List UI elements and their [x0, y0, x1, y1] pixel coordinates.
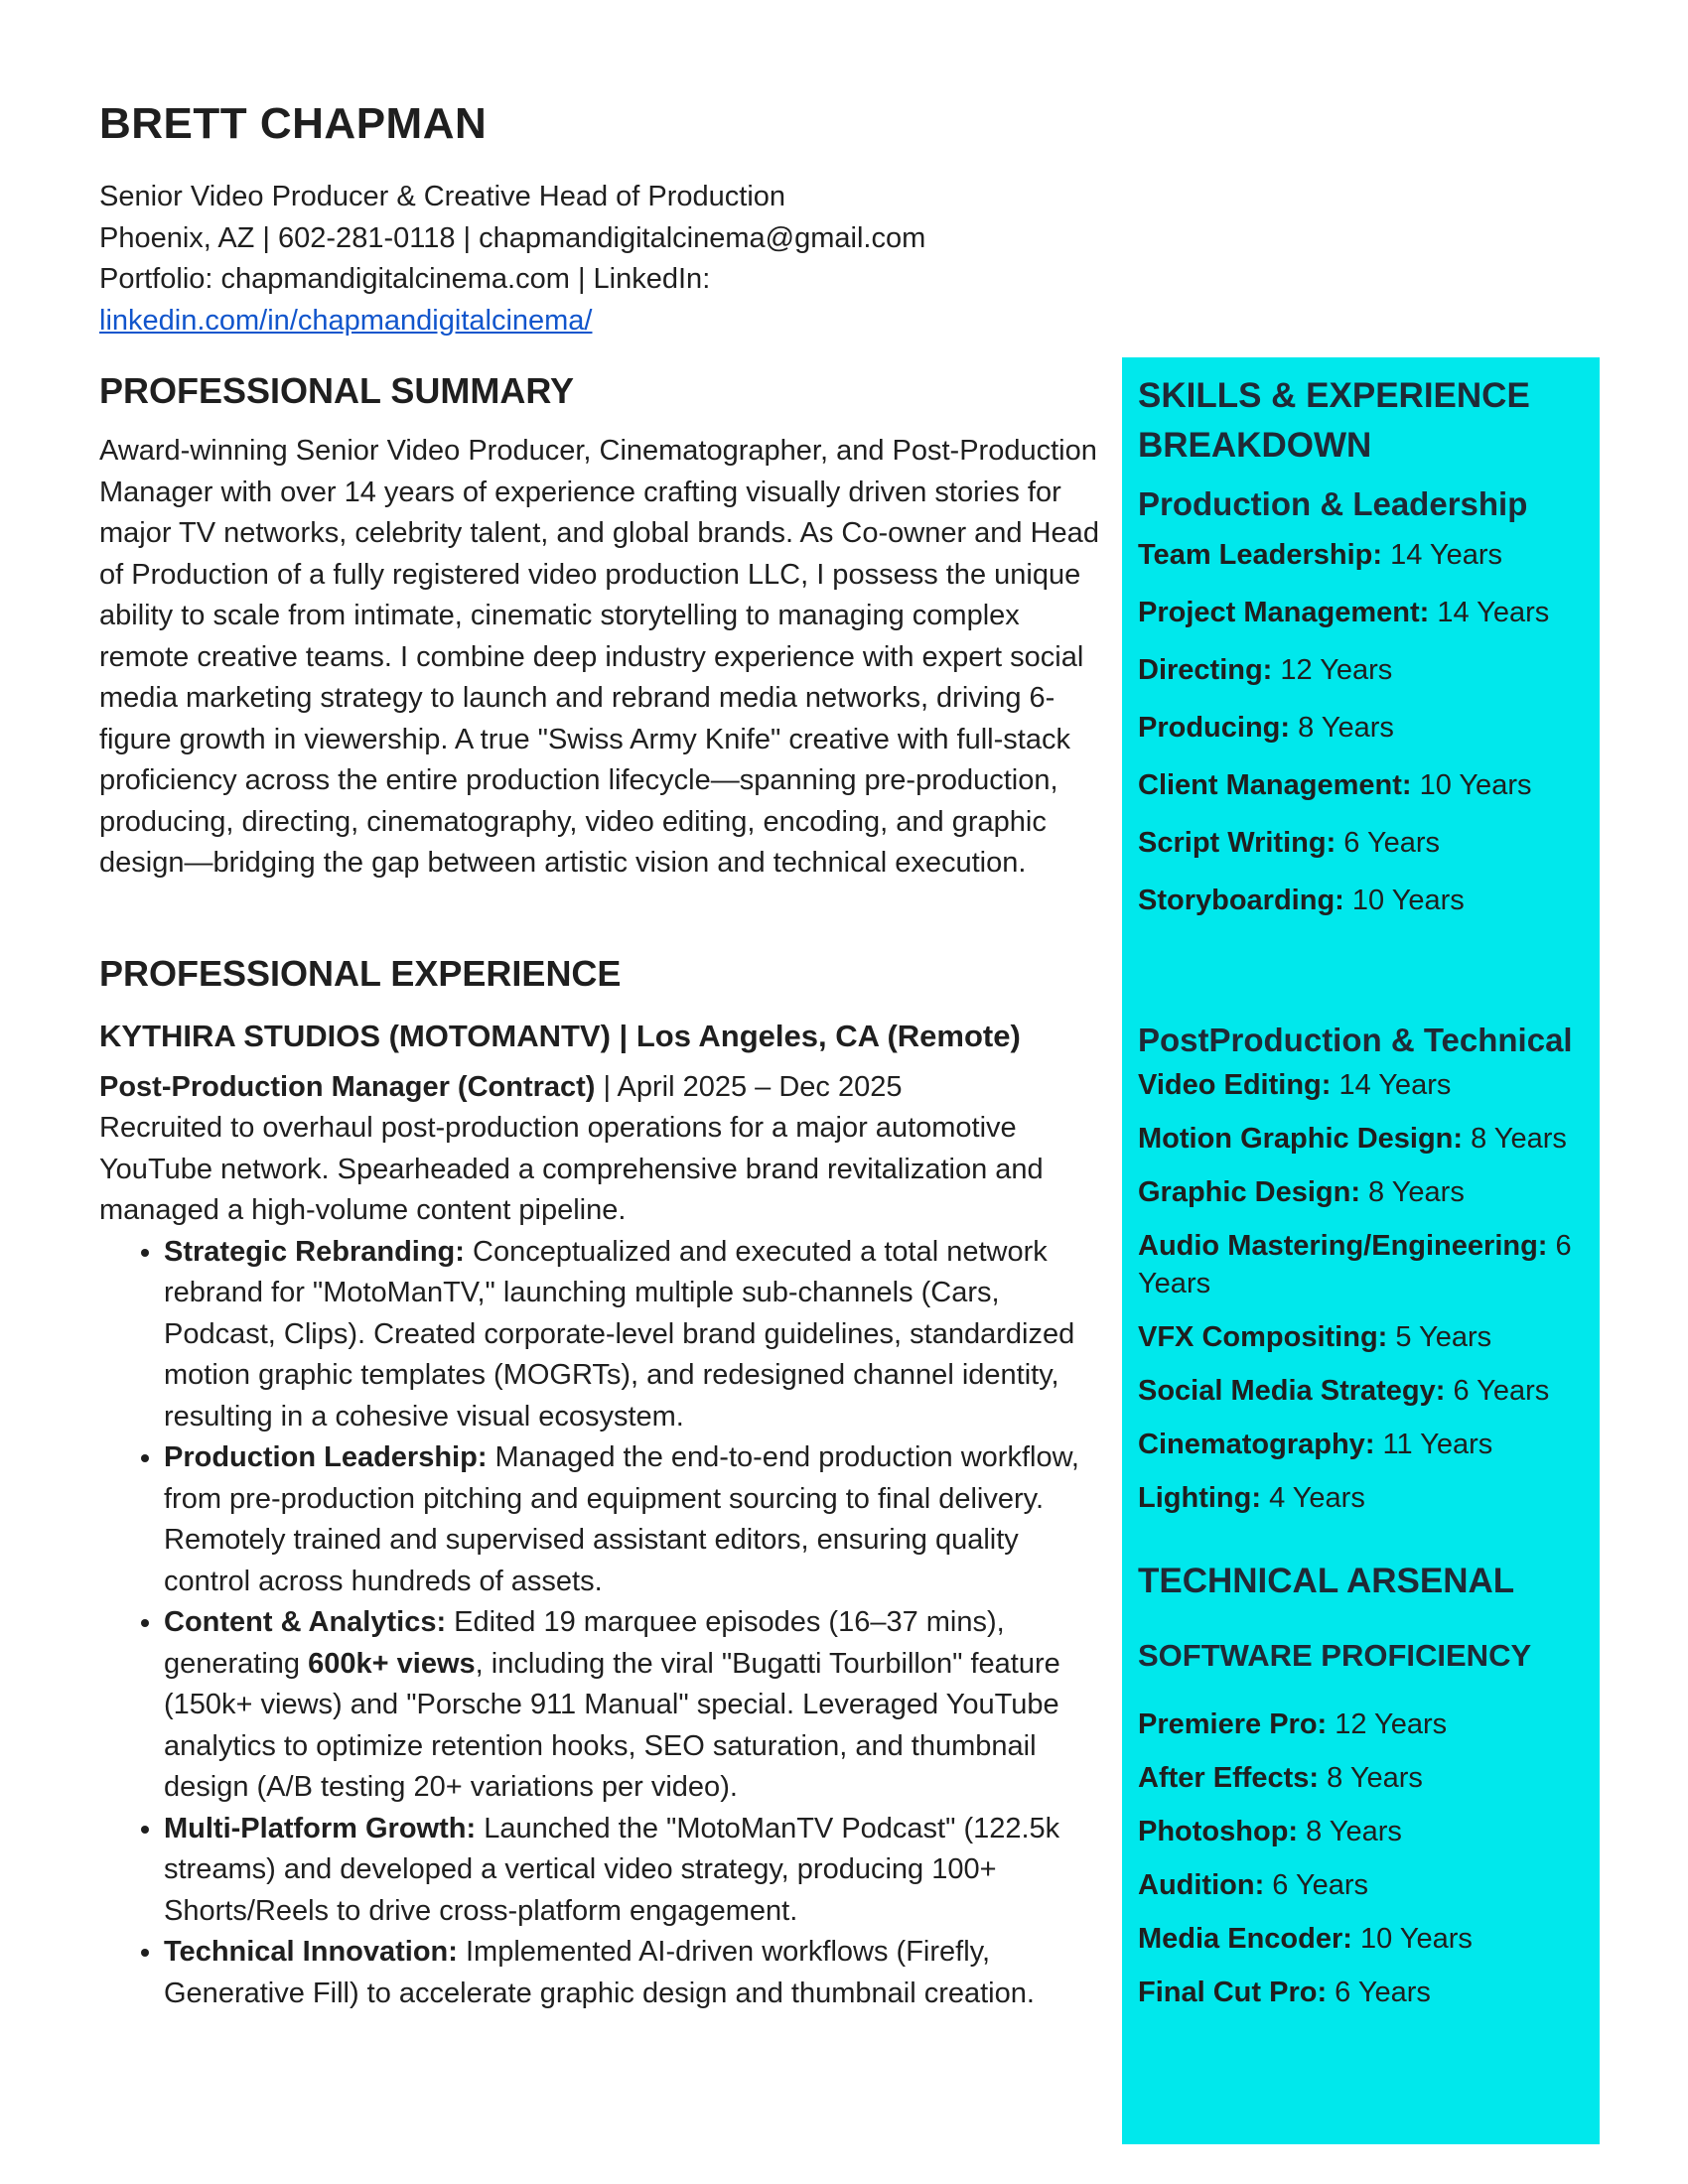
skill-label: Client Management:	[1138, 769, 1412, 801]
list-item	[164, 1932, 1112, 2014]
achievement-list	[99, 1232, 1112, 2015]
bullet-text: Implemented AI-driven workflows (Firefly, Generative Fill) to accelerate graphic design and thumbnail creation.	[164, 1936, 1035, 2009]
software-years: 6 Years	[1327, 1977, 1431, 2008]
main-column	[99, 369, 1112, 2014]
skill-item	[1138, 882, 1584, 919]
role-description: Recruited to overhaul post-production operations for a major automotive YouTube network. Spearheaded a comprehensive brand revitalization and managed a high-volume content pipeline.	[99, 1112, 1044, 1226]
skill-item	[1138, 1066, 1584, 1104]
skill-years: 14 Years	[1382, 539, 1502, 571]
software-label: Final Cut Pro:	[1138, 1977, 1328, 2008]
software-years: 8 Years	[1298, 1816, 1402, 1847]
skill-label: VFX Compositing:	[1138, 1321, 1388, 1353]
software-label: Premiere Pro:	[1138, 1708, 1328, 1740]
bullet-text: , including the viral "Bugatti Tourbillon" feature (150k+ views) and "Porsche 911 Manual" special. Leveraged YouTube analytics to optimize retention hooks, SEO saturation, and thumbnail design (A/B testing 20+ variations per video).	[164, 1647, 1060, 1803]
software-years: 6 Years	[1264, 1869, 1369, 1901]
skill-years: 14 Years	[1331, 1069, 1452, 1101]
software-item	[1138, 1759, 1584, 1797]
skill-years: 8 Years	[1290, 712, 1394, 744]
bullet-text: Managed the end-to-end production workflow, from pre-production pitching and equipment sourcing to final delivery. Remotely trained and supervised assistant editors, ensuring quality control across hundreds of assets.	[164, 1441, 1079, 1597]
skill-years: 14 Years	[1429, 597, 1550, 628]
skill-item	[1138, 536, 1584, 574]
list-item	[164, 1809, 1112, 1933]
skill-years: 10 Years	[1411, 769, 1532, 801]
skill-label: Video Editing:	[1138, 1069, 1332, 1101]
skill-label: Script Writing:	[1138, 827, 1336, 859]
skill-years: 11 Years	[1374, 1429, 1493, 1460]
software-label: Photoshop:	[1138, 1816, 1299, 1847]
bullet-highlight: 600k+ views	[308, 1647, 476, 1680]
role-dates: | April 2025 – Dec 2025	[595, 1070, 903, 1103]
bullet-label: Production Leadership:	[164, 1441, 488, 1473]
skill-label: Motion Graphic Design:	[1138, 1123, 1464, 1155]
skills-heading: SKILLS & EXPERIENCE BREAKDOWN	[1138, 376, 1530, 465]
software-years: 10 Years	[1351, 1923, 1473, 1955]
skill-item	[1138, 594, 1584, 631]
software-heading: SOFTWARE PROFICIENCY	[1138, 1638, 1532, 1673]
skill-item	[1138, 1120, 1584, 1158]
job-title: Senior Video Producer & Creative Head of Production	[99, 181, 786, 212]
software-item	[1138, 1706, 1584, 1743]
skills-sidebar	[1122, 357, 1600, 2144]
skill-label: Storyboarding:	[1138, 885, 1344, 916]
skill-item	[1138, 766, 1584, 804]
skill-years: 5 Years	[1387, 1321, 1492, 1353]
skill-item	[1138, 709, 1584, 747]
skill-label: Audio Mastering/Engineering:	[1138, 1230, 1548, 1262]
role-title: Post-Production Manager (Contract)	[99, 1070, 596, 1103]
bullet-text: Edited 19 marquee episodes (16–37 mins), generating	[164, 1606, 1005, 1680]
summary-heading: PROFESSIONAL SUMMARY	[99, 370, 575, 411]
software-item	[1138, 1974, 1584, 2011]
skill-label: Social Media Strategy:	[1138, 1375, 1446, 1407]
skill-years: 6 Years	[1336, 827, 1441, 859]
skill-item	[1138, 651, 1584, 689]
skill-item	[1138, 1426, 1584, 1463]
summary-text: Award-winning Senior Video Producer, Cinematographer, and Post-Production Manager with over 14 years of experience crafting visually driven stories for major TV networks, celebrity talent, and global brands. As Co-owner and Head of Production of a fully registered video production LLC, I possess the unique ability to scale from intimate, cinematic storytelling to managing complex remote creative teams. I combine deep industry experience with expert social media marketing strategy to launch and rebrand media networks, driving 6-figure growth in viewership. A true "Swiss Army Knife" creative with full-stack proficiency across the entire production lifecycle—spanning pre-production, producing, directing, cinematography, video editing, encoding, and graphic design—bridging the gap between artistic vision and technical execution.	[99, 435, 1099, 879]
bullet-text: Conceptualized and executed a total network rebrand for "MotoManTV," launching multiple sub-channels (Cars, Podcast, Clips). Created corporate-level brand guidelines, standardized motion graphic templates (MOGRTs), and redesigned channel identity, resulting in a cohesive visual ecosystem.	[164, 1235, 1075, 1433]
post-heading: PostProduction & Technical	[1138, 1022, 1573, 1058]
bullet-label: Multi-Platform Growth:	[164, 1812, 477, 1844]
software-item	[1138, 1813, 1584, 1850]
contact-block	[99, 177, 925, 341]
list-item	[164, 1602, 1112, 1809]
location-phone-email: Phoenix, AZ | 602-281-0118 | chapmandigitalcinema@gmail.com	[99, 221, 926, 254]
bullet-text: Launched the "MotoManTV Podcast" (122.5k streams) and developed a vertical video strategy, producing 100+ Shorts/Reels to drive cross-platform engagement.	[164, 1812, 1060, 1927]
skill-label: Project Management:	[1138, 597, 1430, 628]
software-item	[1138, 1866, 1584, 1904]
list-item	[164, 1437, 1112, 1602]
portfolio-line: Portfolio: chapmandigitalcinema.com | LinkedIn:	[99, 263, 711, 295]
software-label: After Effects:	[1138, 1762, 1320, 1794]
arsenal-heading: TECHNICAL ARSENAL	[1138, 1562, 1515, 1600]
skill-item	[1138, 1372, 1584, 1410]
software-item	[1138, 1920, 1584, 1958]
role-line	[99, 1067, 1112, 1109]
skill-item	[1138, 1227, 1584, 1302]
skill-years: 8 Years	[1463, 1123, 1567, 1155]
bullet-label: Technical Innovation:	[164, 1936, 458, 1968]
list-item	[164, 1232, 1112, 1438]
skill-label: Directing:	[1138, 654, 1273, 686]
software-years: 12 Years	[1327, 1708, 1448, 1740]
company-line: KYTHIRA STUDIOS (MOTOMANTV) | Los Angeles, CA (Remote)	[99, 1018, 1021, 1053]
skill-years: 4 Years	[1261, 1482, 1365, 1514]
skill-label: Graphic Design:	[1138, 1176, 1360, 1208]
skill-item	[1138, 1173, 1584, 1211]
experience-heading: PROFESSIONAL EXPERIENCE	[99, 952, 622, 994]
skill-item	[1138, 824, 1584, 862]
skill-years: 6 Years	[1138, 1230, 1572, 1299]
skill-label: Lighting:	[1138, 1482, 1262, 1514]
software-label: Audition:	[1138, 1869, 1265, 1901]
software-label: Media Encoder:	[1138, 1923, 1352, 1955]
software-years: 8 Years	[1319, 1762, 1423, 1794]
skill-years: 6 Years	[1445, 1375, 1550, 1407]
bullet-label: Strategic Rebranding:	[164, 1235, 465, 1268]
skill-item	[1138, 1318, 1584, 1356]
bullet-label: Content & Analytics:	[164, 1606, 447, 1638]
skill-label: Producing:	[1138, 712, 1291, 744]
skill-label: Cinematography:	[1138, 1429, 1375, 1460]
skill-label: Team Leadership:	[1138, 539, 1383, 571]
skill-item	[1138, 1479, 1584, 1517]
candidate-name: BRETT CHAPMAN	[99, 99, 488, 148]
linkedin-link[interactable]: linkedin.com/in/chapmandigitalcinema/	[99, 304, 593, 337]
production-heading: Production & Leadership	[1138, 485, 1528, 522]
skill-years: 12 Years	[1272, 654, 1393, 686]
skill-years: 8 Years	[1360, 1176, 1465, 1208]
skill-years: 10 Years	[1343, 885, 1465, 916]
